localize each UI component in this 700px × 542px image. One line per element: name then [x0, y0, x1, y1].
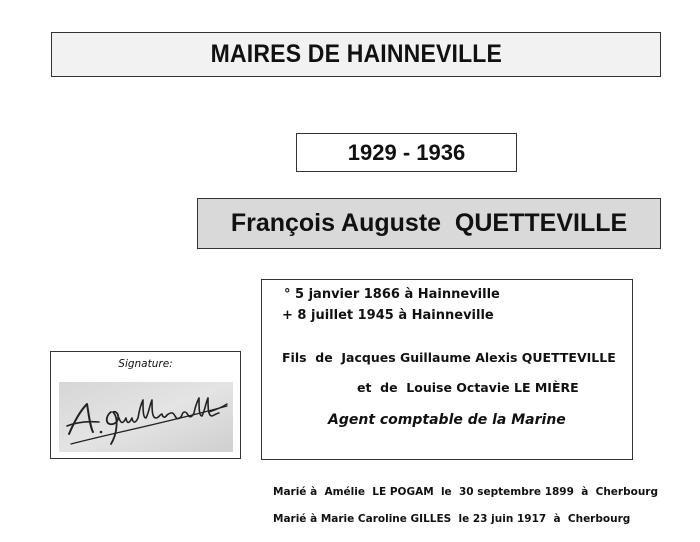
mayor-name-box — [197, 198, 661, 249]
signature-image — [59, 382, 233, 452]
title-banner — [51, 32, 661, 77]
biography-box — [261, 279, 633, 460]
father-line: Fils de Jacques Guillaume Alexis QUETTEVILLE — [282, 350, 616, 365]
page-title: MAIRES DE HAINNEVILLE — [210, 40, 502, 68]
mayor-name: François Auguste QUETTEVILLE — [230, 209, 628, 237]
signature-box — [50, 351, 241, 459]
profession-line: Agent comptable de la Marine — [328, 412, 566, 428]
signature-label: Signature: — [118, 358, 173, 370]
marriage-line: Marié à Amélie LE POGAM le 30 septembre 1899 à Cherbourg — [273, 486, 658, 498]
mother-line: et de Louise Octavie LE MIÈRE — [357, 380, 579, 395]
mandate-years-box — [296, 133, 517, 172]
mandate-years: 1929 - 1936 — [347, 139, 466, 165]
death-line: + 8 juillet 1945 à Hainneville — [282, 308, 494, 323]
marriage-line: Marié à Marie Caroline GILLES le 23 juin 1917 à Cherbourg — [273, 513, 631, 525]
birth-line: ° 5 janvier 1866 à Hainneville — [284, 287, 500, 302]
